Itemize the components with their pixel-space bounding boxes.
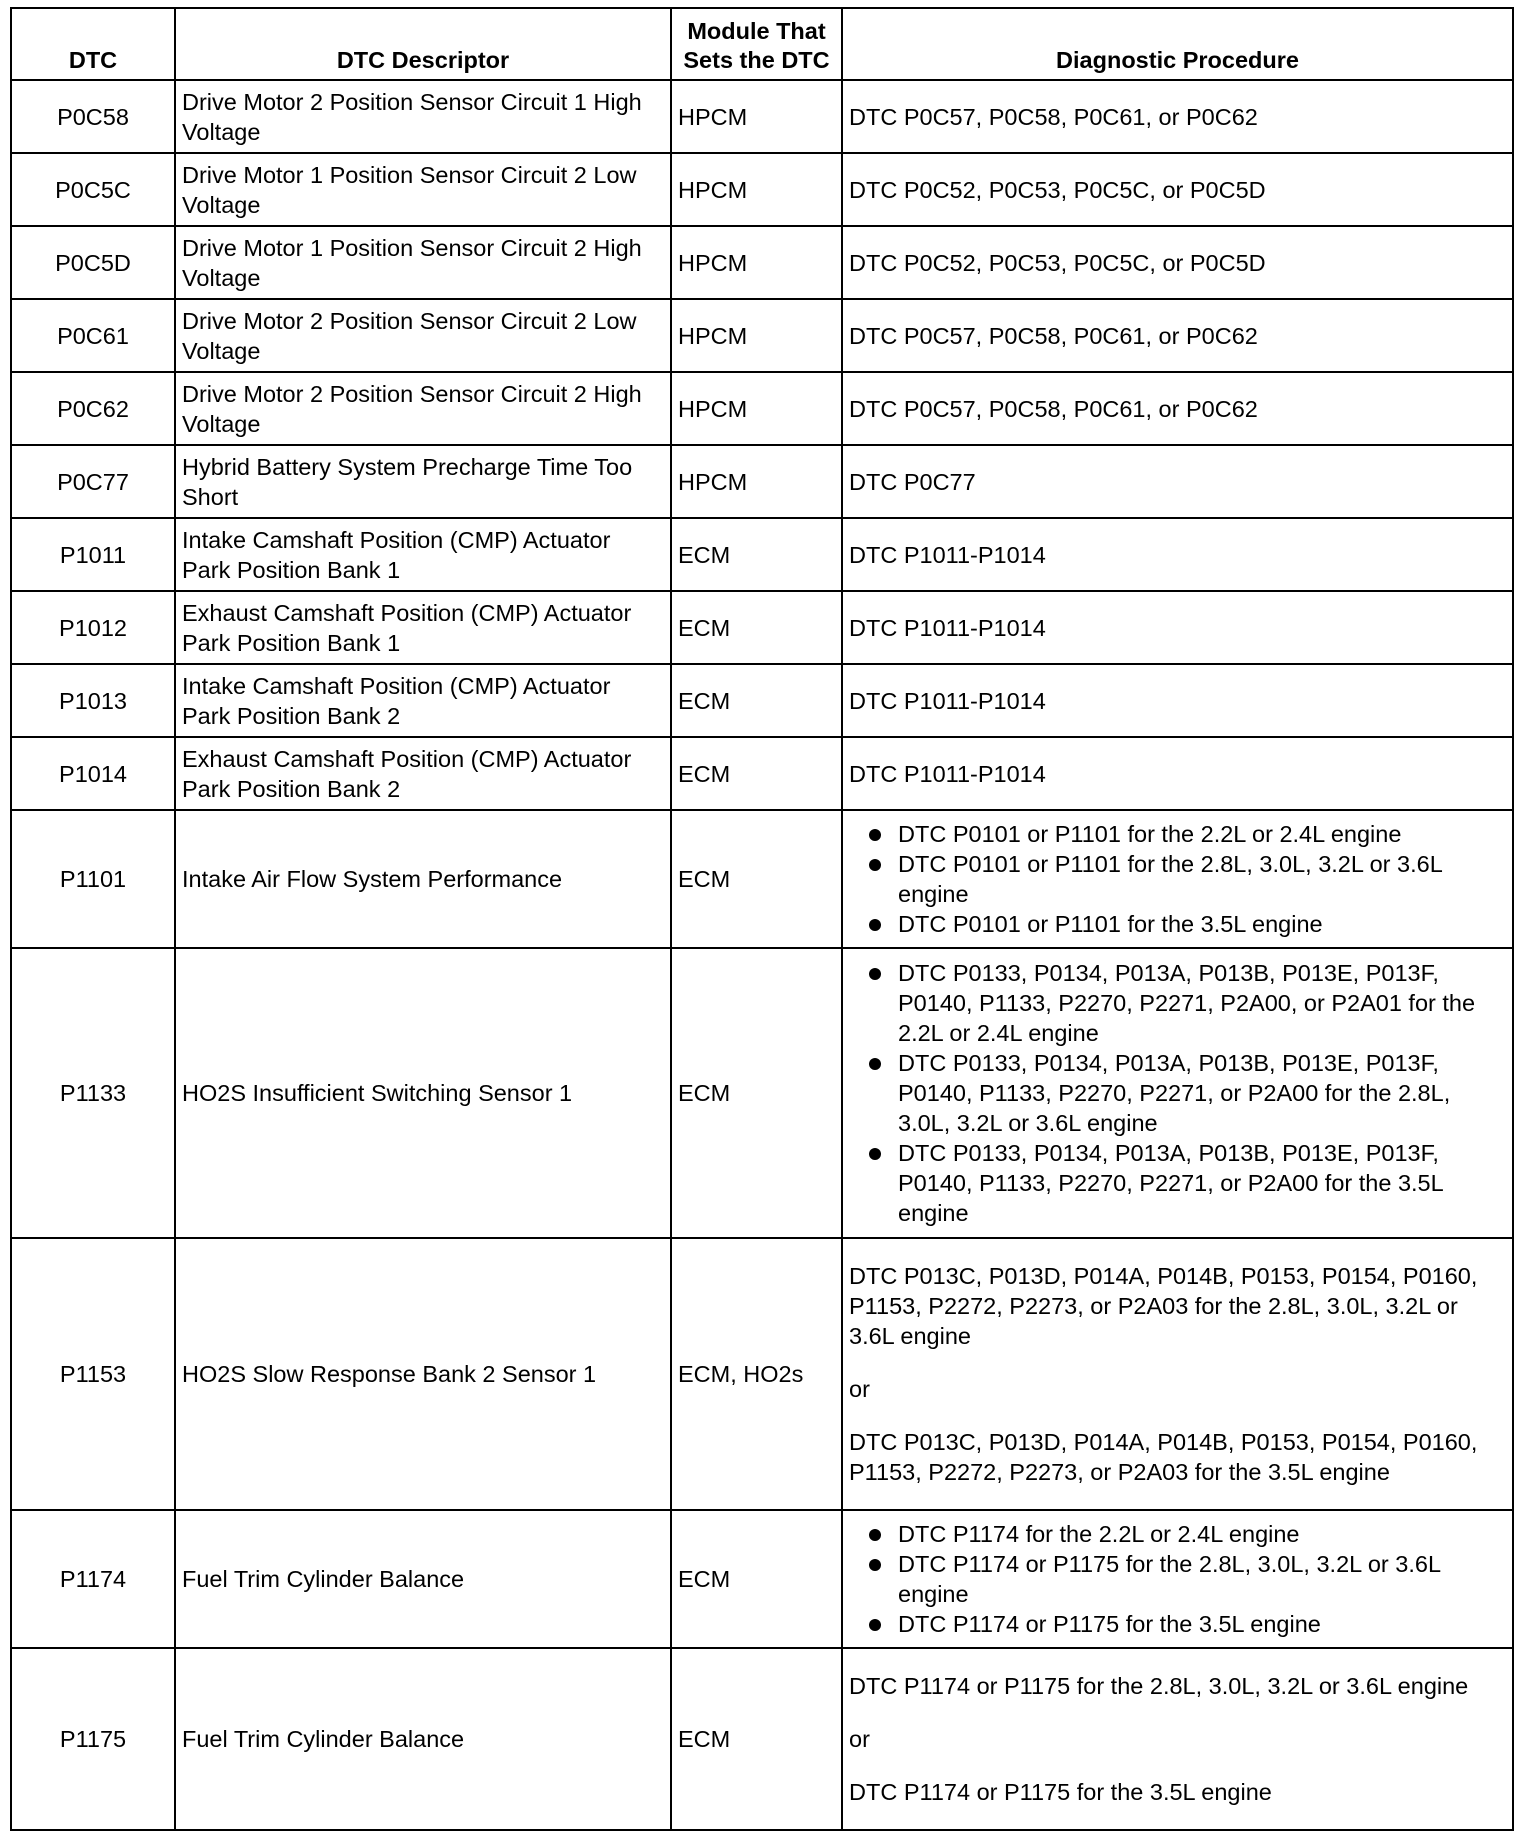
table-row <box>11 153 1513 226</box>
procedure-text: DTC P013C, P013D, P014A, P014B, P0153, P0154, P0160, P1153, P2272, P2273, or P2A03 for the 2.8L, 3.0L, 3.2L or 3.6L engine <box>849 1263 1478 1349</box>
procedure-bullet-item: DTC P0101 or P1101 for the 2.8L, 3.0L, 3.2L or 3.6L engine <box>849 849 1506 909</box>
dtc-descriptor: Drive Motor 2 Position Sensor Circuit 1 High Voltage <box>175 80 671 153</box>
dtc-descriptor: Intake Air Flow System Performance <box>175 810 671 948</box>
dtc-module: HPCM <box>671 80 842 153</box>
dtc-module: HPCM <box>671 299 842 372</box>
dtc-procedure: DTC P0C57, P0C58, P0C61, or P0C62 <box>842 299 1513 372</box>
dtc-module: ECM <box>671 948 842 1238</box>
dtc-module: ECM <box>671 518 842 591</box>
dtc-procedure: DTC P1011-P1014 <box>842 591 1513 664</box>
dtc-procedure: DTC P1011-P1014 <box>842 518 1513 591</box>
dtc-code: P0C5D <box>11 226 175 299</box>
dtc-procedure: DTC P0C52, P0C53, P0C5C, or P0C5D <box>842 153 1513 226</box>
dtc-module: ECM <box>671 1510 842 1648</box>
dtc-descriptor: Drive Motor 1 Position Sensor Circuit 2 High Voltage <box>175 226 671 299</box>
procedure-bullet-item: DTC P0101 or P1101 for the 3.5L engine <box>849 909 1506 939</box>
dtc-procedure: DTC P0C57, P0C58, P0C61, or P0C62 <box>842 80 1513 153</box>
header-module <box>671 8 842 80</box>
table-row <box>11 518 1513 591</box>
table-row <box>11 445 1513 518</box>
dtc-procedure: DTC P0C52, P0C53, P0C5C, or P0C5D <box>842 226 1513 299</box>
procedure-bullet-item: DTC P0101 or P1101 for the 2.2L or 2.4L engine <box>849 819 1506 849</box>
dtc-code: P0C5C <box>11 153 175 226</box>
table-row <box>11 1648 1513 1830</box>
dtc-code: P0C58 <box>11 80 175 153</box>
table-row <box>11 1238 1513 1510</box>
table-row <box>11 737 1513 810</box>
table-row <box>11 591 1513 664</box>
dtc-code: P1133 <box>11 948 175 1238</box>
dtc-procedure <box>842 1238 1513 1510</box>
procedure-bullet-item: DTC P0133, P0134, P013A, P013B, P013E, P013F, P0140, P1133, P2270, P2271, or P2A00 for the 3.5L engine <box>849 1138 1506 1228</box>
dtc-descriptor: Intake Camshaft Position (CMP) Actuator Park Position Bank 1 <box>175 518 671 591</box>
procedure-text: DTC P013C, P013D, P014A, P014B, P0153, P0154, P0160, P1153, P2272, P2273, or P2A03 for the 3.5L engine <box>849 1429 1478 1485</box>
dtc-module: ECM <box>671 810 842 948</box>
procedure-bullet-item: DTC P1174 for the 2.2L or 2.4L engine <box>849 1519 1506 1549</box>
dtc-descriptor: Intake Camshaft Position (CMP) Actuator Park Position Bank 2 <box>175 664 671 737</box>
dtc-module: ECM <box>671 664 842 737</box>
dtc-procedure <box>842 948 1513 1238</box>
procedure-bullet-item: DTC P0133, P0134, P013A, P013B, P013E, P013F, P0140, P1133, P2270, P2271, P2A00, or P2A01 for the 2.2L or 2.4L engine <box>849 958 1506 1048</box>
header-procedure: Diagnostic Procedure <box>842 8 1513 80</box>
table-row <box>11 664 1513 737</box>
procedure-bullet-item: DTC P1174 or P1175 for the 2.8L, 3.0L, 3.2L or 3.6L engine <box>849 1549 1506 1609</box>
dtc-procedure <box>842 1510 1513 1648</box>
dtc-descriptor: Fuel Trim Cylinder Balance <box>175 1510 671 1648</box>
header-module-line1: Module That <box>687 18 826 44</box>
procedure-bullet-list <box>849 819 1506 939</box>
header-module-line2: Sets the DTC <box>683 47 830 73</box>
dtc-table <box>10 7 1514 1831</box>
dtc-module: ECM <box>671 737 842 810</box>
dtc-descriptor: Hybrid Battery System Precharge Time Too Short <box>175 445 671 518</box>
dtc-code: P1101 <box>11 810 175 948</box>
dtc-descriptor: Drive Motor 2 Position Sensor Circuit 2 High Voltage <box>175 372 671 445</box>
table-row <box>11 299 1513 372</box>
dtc-descriptor: Drive Motor 1 Position Sensor Circuit 2 Low Voltage <box>175 153 671 226</box>
dtc-code: P1174 <box>11 1510 175 1648</box>
dtc-module: ECM <box>671 1648 842 1830</box>
dtc-descriptor: HO2S Insufficient Switching Sensor 1 <box>175 948 671 1238</box>
dtc-descriptor: Exhaust Camshaft Position (CMP) Actuator Park Position Bank 1 <box>175 591 671 664</box>
dtc-code: P0C61 <box>11 299 175 372</box>
table-row <box>11 226 1513 299</box>
procedure-bullet-list <box>849 958 1506 1228</box>
table-row <box>11 372 1513 445</box>
procedure-text: DTC P1174 or P1175 for the 2.8L, 3.0L, 3.2L or 3.6L engine <box>849 1673 1469 1699</box>
dtc-code: P1175 <box>11 1648 175 1830</box>
header-row <box>11 8 1513 80</box>
dtc-procedure: DTC P0C77 <box>842 445 1513 518</box>
dtc-code: P0C62 <box>11 372 175 445</box>
dtc-code: P1012 <box>11 591 175 664</box>
dtc-procedure: DTC P1011-P1014 <box>842 664 1513 737</box>
dtc-code: P1014 <box>11 737 175 810</box>
table-row <box>11 948 1513 1238</box>
dtc-procedure: DTC P1011-P1014 <box>842 737 1513 810</box>
dtc-module: ECM <box>671 591 842 664</box>
dtc-descriptor: Exhaust Camshaft Position (CMP) Actuator Park Position Bank 2 <box>175 737 671 810</box>
table-row <box>11 80 1513 153</box>
header-dtc: DTC <box>11 8 175 80</box>
dtc-module: HPCM <box>671 445 842 518</box>
procedure-or: or <box>849 1726 870 1752</box>
dtc-code: P1011 <box>11 518 175 591</box>
procedure-bullet-item: DTC P1174 or P1175 for the 3.5L engine <box>849 1609 1506 1639</box>
dtc-module: HPCM <box>671 226 842 299</box>
procedure-or: or <box>849 1376 870 1402</box>
dtc-procedure <box>842 810 1513 948</box>
dtc-descriptor: HO2S Slow Response Bank 2 Sensor 1 <box>175 1238 671 1510</box>
header-descriptor: DTC Descriptor <box>175 8 671 80</box>
dtc-descriptor: Drive Motor 2 Position Sensor Circuit 2 Low Voltage <box>175 299 671 372</box>
dtc-module: ECM, HO2s <box>671 1238 842 1510</box>
table-row <box>11 810 1513 948</box>
dtc-descriptor: Fuel Trim Cylinder Balance <box>175 1648 671 1830</box>
dtc-code: P0C77 <box>11 445 175 518</box>
dtc-procedure <box>842 1648 1513 1830</box>
dtc-module: HPCM <box>671 153 842 226</box>
procedure-bullet-list <box>849 1519 1506 1639</box>
dtc-code: P1013 <box>11 664 175 737</box>
table-row <box>11 1510 1513 1648</box>
procedure-bullet-item: DTC P0133, P0134, P013A, P013B, P013E, P013F, P0140, P1133, P2270, P2271, or P2A00 for the 2.8L, 3.0L, 3.2L or 3.6L engine <box>849 1048 1506 1138</box>
dtc-procedure: DTC P0C57, P0C58, P0C61, or P0C62 <box>842 372 1513 445</box>
dtc-module: HPCM <box>671 372 842 445</box>
dtc-code: P1153 <box>11 1238 175 1510</box>
procedure-text: DTC P1174 or P1175 for the 3.5L engine <box>849 1779 1272 1805</box>
